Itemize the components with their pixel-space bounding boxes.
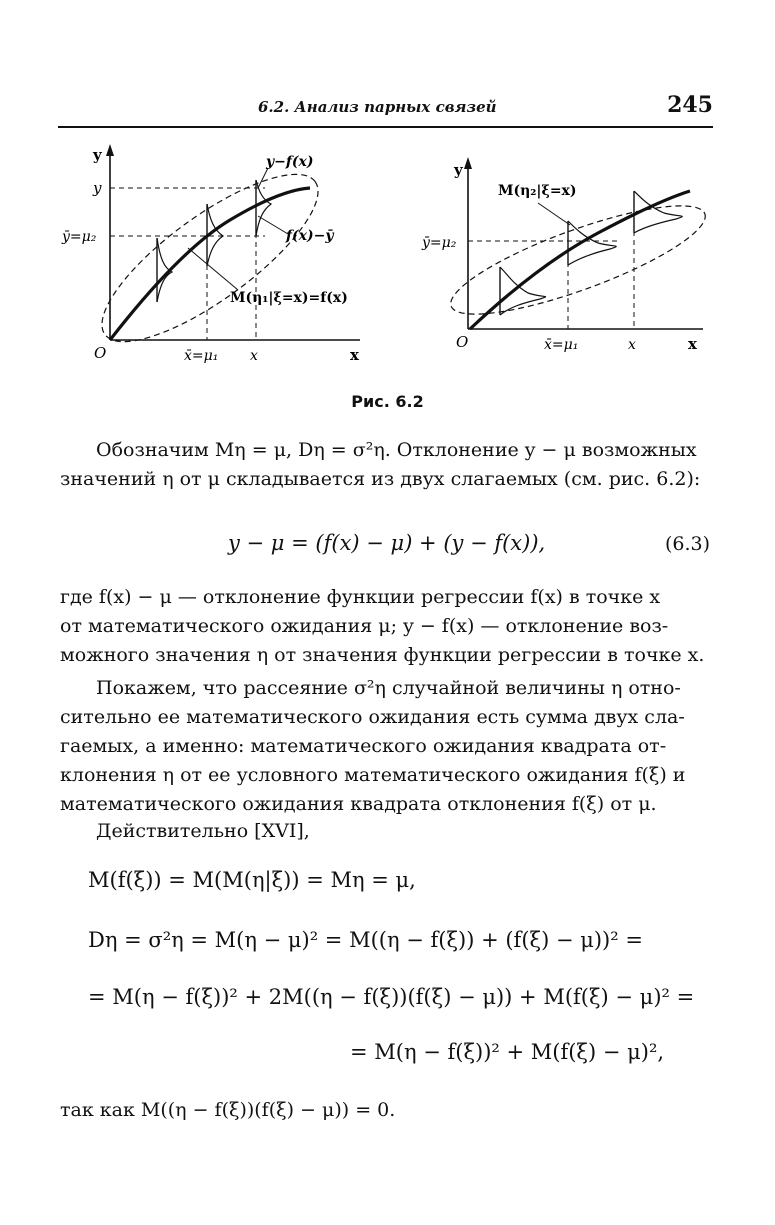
left-x-tick: x [250, 348, 258, 364]
text-line: гаемых, а именно: математического ожидания квадрата от- [60, 735, 667, 757]
paragraph-notation-cont [60, 465, 715, 494]
left-xbar-tick: x̄=μ₁ [184, 348, 219, 364]
page-number: 245 [667, 92, 713, 118]
right-y-axis-label: y [454, 161, 463, 179]
text-line: где f(x) − μ — отклонение функции регрессии f(x) в точке x [60, 586, 661, 608]
equation-variance-2: = M(η − f(ξ))² + 2M((η − f(ξ))(f(ξ) − μ)) + M(f(ξ) − μ)² = [88, 985, 695, 1009]
equation-variance-1: Dη = σ²η = M(η − μ)² = M((η − f(ξ)) + (f(ξ) − μ))² = [88, 928, 643, 952]
left-pointer-fxybar [258, 216, 288, 234]
section-title: 6.2. Анализ парных связей [258, 98, 497, 116]
right-x-tick: x [628, 337, 636, 353]
left-y-tick: y [93, 179, 102, 197]
text-line: Покажем, что рассеяние σ²η случайной величины η отно- [96, 677, 681, 699]
right-regression-curve [470, 191, 690, 329]
text-line: математического ожидания квадрата отклонения f(ξ) от μ. [60, 793, 657, 815]
right-x-axis-label: x [688, 335, 697, 353]
text-line: значений η от μ складывается из двух слагаемых (см. рис. 6.2): [60, 468, 701, 490]
left-density-1-curve [157, 238, 172, 302]
left-pointer-cond [188, 248, 238, 290]
paragraph-indeed: Действительно [XVI], [96, 820, 310, 842]
right-regression-plot [418, 155, 718, 355]
paragraph-notation [60, 436, 715, 465]
figure-caption: Рис. 6.2 [351, 392, 424, 411]
left-scatter-ellipse [80, 148, 340, 369]
text-line: клонения η от ее условного математического ожидания f(ξ) и [60, 764, 686, 786]
text-line: Обозначим Mη = μ, Dη = σ²η. Отклонение y − μ возможных [96, 439, 697, 461]
left-label-yfx: y−f(x) [266, 154, 314, 170]
text-line: сительно ее математического ожидания есть сумма двух сла- [60, 706, 685, 728]
left-x-axis-label: x [350, 346, 359, 364]
left-y-arrow-icon [106, 144, 114, 156]
right-label-cond: M(η₂|ξ=x) [498, 183, 577, 199]
left-pointer-yfx [258, 168, 268, 188]
equation-6-3: y − μ = (f(x) − μ) + (y − f(x)), [228, 531, 546, 555]
running-header [58, 92, 713, 128]
left-ybar-tick: ȳ=μ₂ [62, 229, 97, 245]
left-origin-label: O [94, 344, 107, 362]
text-line: от математического ожидания μ; y − f(x) — отклонение воз- [60, 615, 669, 637]
text-line: можного значения η от значения функции регрессии в точке x. [60, 644, 705, 666]
left-regression-curve [110, 188, 310, 340]
equation-expectation: M(f(ξ)) = M(M(η|ξ)) = Mη = μ, [88, 868, 416, 892]
left-label-fxybar: f(x)−ȳ [286, 228, 334, 244]
left-label-cond: M(η₁|ξ=x)=f(x) [230, 290, 348, 306]
right-pointer-cond [538, 203, 570, 225]
right-ybar-tick: ȳ=μ₂ [422, 235, 457, 251]
paragraph-variance [60, 674, 715, 819]
paragraph-since: так как M((η − f(ξ))(f(ξ) − μ)) = 0. [60, 1099, 396, 1121]
right-y-arrow-icon [464, 157, 472, 169]
equation-variance-3: = M(η − f(ξ))² + M(f(ξ) − μ)², [350, 1040, 665, 1064]
right-origin-label: O [456, 333, 469, 351]
left-y-axis-label: y [93, 146, 102, 164]
paragraph-deviation [60, 583, 715, 670]
header-rule [58, 126, 713, 128]
right-xbar-tick: x̄=μ₁ [544, 337, 579, 353]
equation-number: (6.3) [665, 533, 711, 555]
left-regression-plot [60, 140, 380, 375]
